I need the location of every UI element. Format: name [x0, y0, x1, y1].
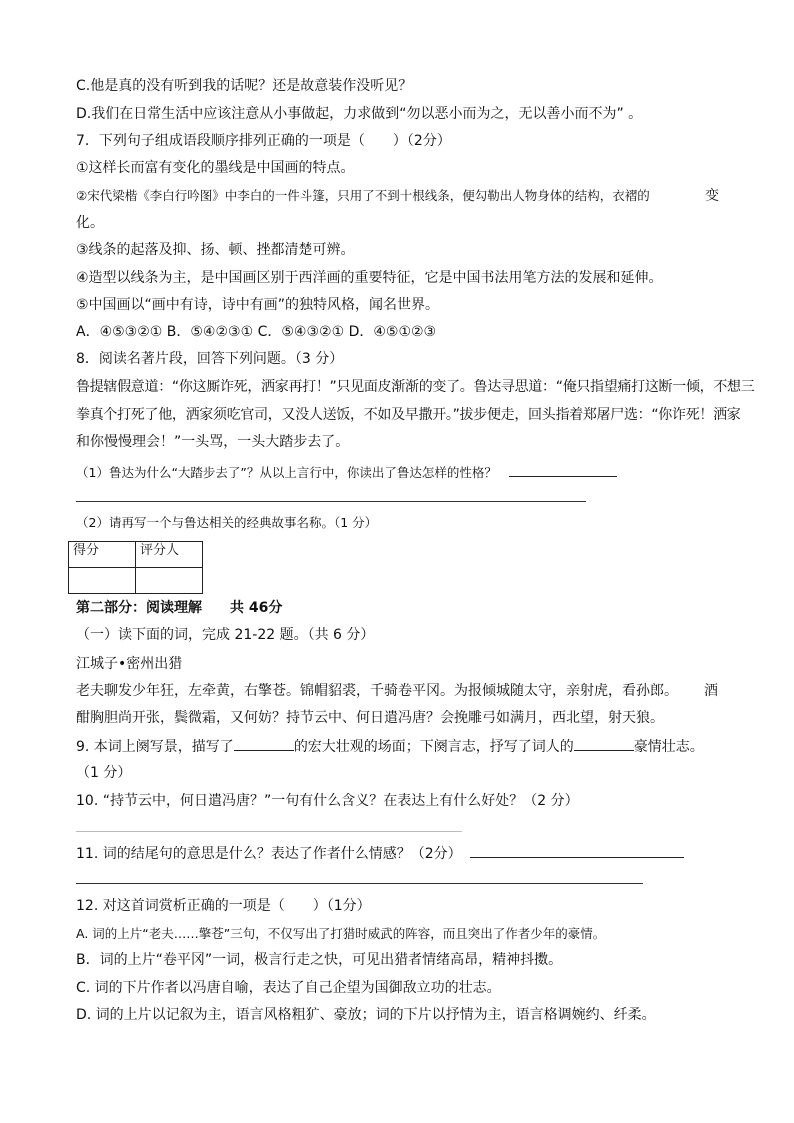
sentence-2: ②宋代梁楷《李白行吟图》中李白的一件斗篷，只用了不到十根线条，便勾勒出人物身体的结构，衣褶的 [76, 188, 650, 203]
option-c: C.他是真的没有听到我的话呢？还是故意装作没听见？ [76, 78, 413, 94]
sentence-2-tail: 变 [705, 188, 719, 204]
score-cell[interactable] [69, 568, 136, 594]
question-7: 7．下列句子组成语段顺序排列正确的一项是（ ）（2分） [76, 133, 451, 149]
answer-blank-9-2[interactable] [574, 736, 634, 751]
passage-line-1: 鲁提辖假意道：“你这厮诈死，洒家再打！”只见面皮渐渐的变了。鲁达寻思道：“俺只指望痛打这断一倾，不想三 [76, 379, 755, 395]
question-8-1 [76, 462, 617, 483]
question-9-score: （1 分） [76, 765, 132, 781]
section-2-title: 第二部分：阅读理解 共 46分 [76, 600, 283, 616]
question-12-option-a: A. 词的上片“老夫……擎苍”三句，不仅写出了打猎时威武的阵容，而且突出了作者少年的豪情。 [76, 926, 606, 941]
question-10: 10. “持节云中，何日遣冯唐？”一句有什么含义？在表达上有什么好处？（2 分） [76, 793, 579, 809]
poem-line-2: 酣胸胆尚开张，鬓微霜，又何妨？持节云中、何日遣冯唐？会挽雕弓如满月，西北望，射天狼。 [76, 710, 664, 726]
answer-line-10[interactable] [76, 831, 462, 832]
answer-blank-9-1[interactable] [234, 736, 294, 751]
question-9-part-c: 豪情壮志。 [633, 739, 704, 755]
sentence-5: ⑤中国画以“画中有诗，诗中有画”的独特风格，闻名世界。 [76, 297, 440, 313]
question-7-options: A．④⑤③②① B．⑤④②③① C．⑤④③②① D．④⑤①②③ [76, 324, 437, 340]
sentence-4: ④造型以线条为主，是中国画区别于西洋画的重要特征，它是中国书法用笔方法的发展和延伸。 [76, 270, 663, 286]
question-8-2: （2）请再写一个与鲁达相关的经典故事名称。（1 分） [76, 515, 378, 530]
score-table [68, 541, 203, 594]
question-12-option-b: B．词的上片“卷平冈”一词，极言行走之快，可见出猎者情绪高昂，精神抖擞。 [76, 952, 563, 968]
question-9-part-b: 的宏大壮观的场面；下阕言志，抒写了词人的 [293, 739, 574, 755]
subsection-1: （一）读下面的词，完成 21-22 题。（共 6 分） [76, 627, 375, 643]
passage-line-2: 拳真个打死了他，洒家须吃官司，又没人送饭，不如及早撒开。”拔步便走，回头指着郑屠尸选：“你诈死！洒家 [76, 407, 741, 423]
question-9 [76, 736, 704, 757]
poem-line-1: 老夫聊发少年狂，左牵黄，右擎苍。锦帽貂裘，千骑卷平冈。为报倾城随太守，亲射虎，看孙郎。 [76, 683, 678, 699]
answer-line-11[interactable] [76, 883, 643, 884]
grader-header: 评分人 [136, 542, 203, 568]
question-11 [76, 843, 684, 864]
sentence-1: ①这样长而富有变化的墨线是中国画的特点。 [76, 160, 355, 176]
score-header: 得分 [69, 542, 136, 568]
grader-cell[interactable] [136, 568, 203, 594]
question-12-option-c: C. 词的下片作者以冯唐自喻，表达了自己企望为国御敌立功的壮志。 [76, 980, 501, 996]
poem-title: 江城子•密州出猎 [76, 656, 183, 672]
sentence-2-continued: 化。 [76, 215, 104, 231]
question-12-option-d: D. 词的上片以记叙为主，语言风格粗犷、豪放；词的下片以抒情为主，语言格调婉约、纤柔。 [76, 1007, 656, 1023]
poem-line-1-tail: 酒 [704, 683, 718, 699]
option-d: D.我们在日常生活中应该注意从小事做起，力求做到“勿以恶小而为之，无以善小而不为” 。 [76, 106, 643, 122]
answer-blank-8-1[interactable] [509, 462, 617, 477]
question-8: 8．阅读名著片段，回答下列问题。（3 分） [76, 351, 344, 367]
answer-blank-11[interactable] [470, 843, 684, 858]
question-11-text: 11. 词的结尾句的意思是什么？表达了作者什么情感？（2分） [76, 846, 462, 862]
passage-line-3: 和你慢慢理会！”一头骂，一头大踏步去了。 [76, 434, 350, 450]
sentence-3: ③线条的起落及抑、扬、顿、挫都清楚可辨。 [76, 242, 355, 258]
question-12: 12. 对这首词赏析正确的一项是（ ）（1分） [76, 898, 371, 914]
question-9-part-a: 9. 本词上阕写景，描写了 [76, 739, 234, 755]
question-8-1-text: （1）鲁达为什么“大踏步去了”？从以上言行中，你读出了鲁达怎样的性格？ [76, 465, 497, 480]
answer-line-8-1[interactable] [76, 501, 586, 502]
